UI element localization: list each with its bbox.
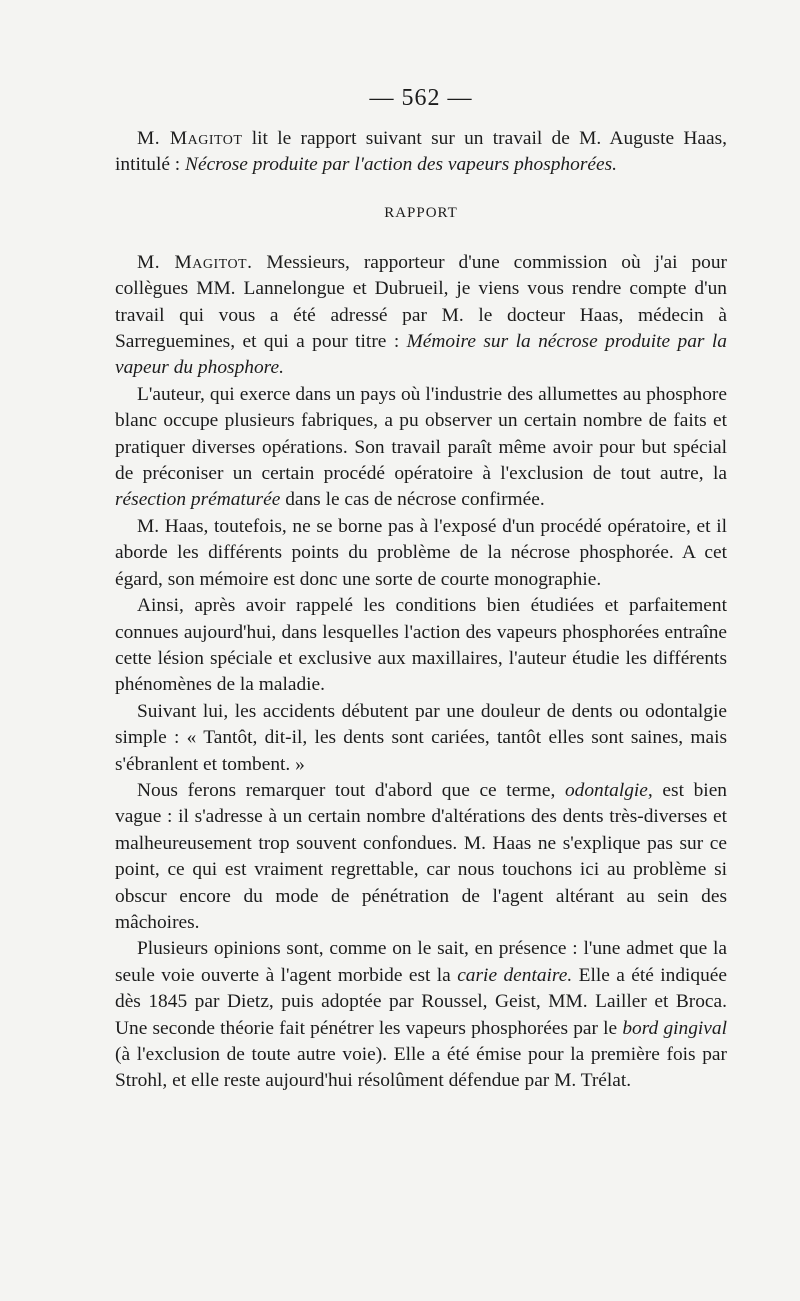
- paragraph-6-emphasis: odontalgie,: [564, 779, 653, 801]
- paragraph-1-text: Messieurs, rapporteur d'une commission où j'ai pour collègues MM. Lannelongue et Dubrueil, je viens vous rendre compte d'un travail qui vous a été adressé par M. le docteur Haas, médecin à Sarreguemines, et qui a pour titre :: [115, 251, 727, 353]
- paragraph-3: M. Haas, toutefois, ne se borne pas à l'exposé d'un procédé opératoire, et il aborde les différents points du problème de la nécrose phosphorée. A cet égard, son mémoire est donc une sorte de courte monographie.: [115, 515, 727, 590]
- paragraph-7: [115, 936, 727, 1094]
- paragraph-7-emphasis-2: bord gingival: [622, 1017, 727, 1039]
- paragraph-2: [115, 382, 727, 514]
- paragraph-4: Ainsi, après avoir rappelé les conditions bien étudiées et parfaitement connues aujourd'hui, dans lesquelles l'action des vapeurs phosphorées entraîne cette lésion spéciale et exclusive aux maxillaires, l'auteur étudie les différents phénomènes de la maladie.: [115, 595, 727, 696]
- paragraph-1-title: Mémoire sur la nécrose produite par la vapeur du phosphore.: [115, 331, 727, 379]
- intro-text: lit le rapport suivant sur un travail de M. Auguste Haas, intitulé :: [115, 128, 727, 176]
- paragraph-2-emphasis: résection prématurée: [115, 489, 281, 511]
- document-page: [115, 85, 727, 1095]
- paragraph-6-text-a: Nous ferons remarquer tout d'abord que ce terme,: [137, 779, 556, 801]
- paragraph-7-text-c: (à l'exclusion de toute autre voie). Elle a été émise pour la première fois par Strohl, et elle reste aujourd'hui résolûment défendue par M. Trélat.: [115, 1044, 727, 1092]
- paragraph-5: Suivant lui, les accidents débutent par une douleur de dents ou odontalgie simple : « Tantôt, dit-il, les dents sont cariées, tantôt elles sont saines, mais s'ébranlent et tombent. »: [115, 700, 727, 775]
- paragraph-1-speaker: M. Magitot.: [137, 251, 253, 273]
- paragraph-7-text-a: Plusieurs opinions sont, comme on le sait, en présence : l'une admet que la seule voie ouverte à l'agent morbide est la: [115, 938, 727, 986]
- paragraph-7-text-b: Elle a été indiquée dès 1845 par Dietz, puis adoptée par Roussel, Geist, MM. Lailler et Broca. Une seconde théorie fait pénétrer les vapeurs phosphorées par le: [115, 964, 728, 1039]
- paragraph-6-text-b: est bien vague : il s'adresse à un certain nombre d'altérations des dents très-diverses et malheureusement trop souvent confondues. M. Haas ne s'explique pas sur ce point, ce qui est vraiment regrettable, car nous touchons ici au problème si obscur encore du mode de pénétration de l'agent altérant au sein des mâchoires.: [115, 779, 727, 933]
- paragraph-2-text-b: dans le cas de nécrose confirmée.: [285, 489, 545, 511]
- paragraph-1: [115, 250, 727, 382]
- intro-paragraph: [115, 126, 727, 179]
- intro-title: Nécrose produite par l'action des vapeurs phosphorées.: [185, 154, 617, 176]
- section-heading: RAPPORT: [384, 204, 458, 221]
- intro-speaker: M. Magitot: [137, 128, 243, 149]
- paragraph-2-text-a: L'auteur, qui exerce dans un pays où l'industrie des allumettes au phosphore blanc occupe plusieurs fabriques, a pu observer un certain nombre de faits et pratiquer diverses opérations. Son travail paraît même avoir pour but spécial de préconiser un certain procédé opératoire à l'exclusion de tout autre, la: [115, 383, 727, 485]
- page-number: — 562 —: [369, 85, 473, 111]
- paragraph-6: [115, 778, 727, 936]
- paragraph-7-emphasis-1: carie dentaire.: [457, 964, 573, 986]
